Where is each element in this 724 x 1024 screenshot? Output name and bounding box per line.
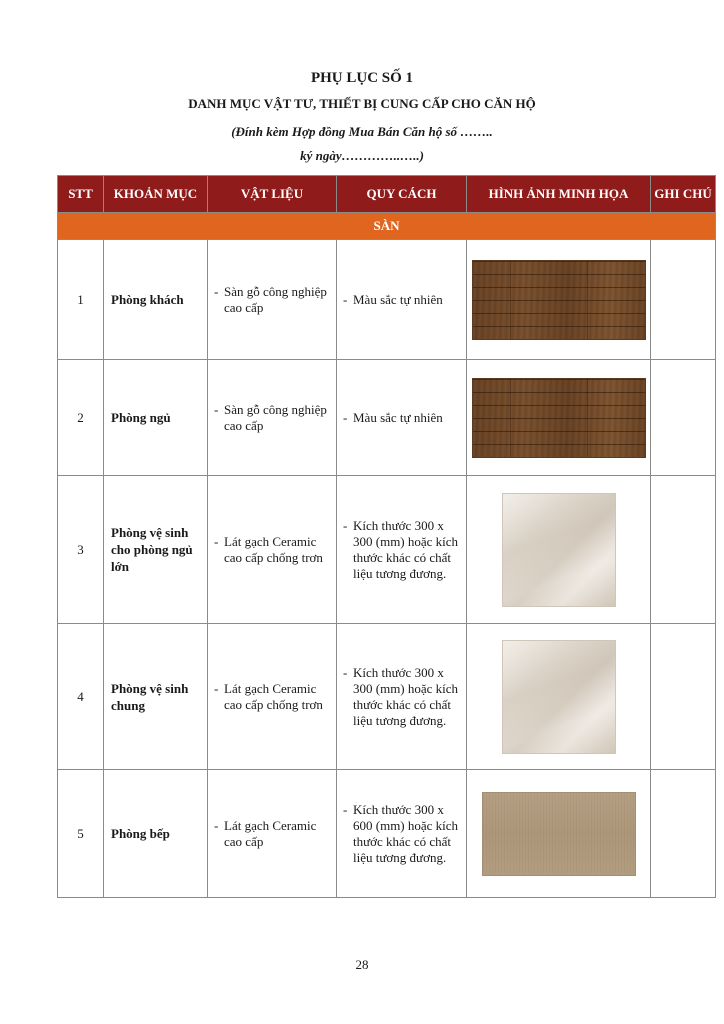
section-label: SÀN	[58, 213, 716, 240]
row-note	[651, 476, 716, 624]
table-row	[58, 360, 716, 476]
subtitle-line-1: (Đính kèm Hợp đồng Mua Bán Căn hộ số ……..	[231, 124, 493, 139]
wood-floor-image	[472, 378, 646, 458]
row-note	[651, 770, 716, 898]
appendix-title: PHỤ LỤC SỐ 1	[310, 70, 414, 86]
spec-text: Màu sắc tự nhiên	[353, 409, 443, 425]
table-row	[58, 770, 716, 898]
document-title: DANH MỤC VẬT TƯ, THIẾT BỊ CUNG CẤP CHO CĂN HỘ	[188, 96, 536, 111]
row-spec: - Kích thước 300 x 600 (mm) hoặc kích thước khác có chất liệu tương đương.	[337, 770, 467, 898]
column-header-spec: QUY CÁCH	[337, 176, 467, 213]
ceramic-tile-image	[502, 640, 616, 754]
row-spec: - Kích thước 300 x 300 (mm) hoặc kích thước khác có chất liệu tương đương.	[337, 476, 467, 624]
row-material: - Lát gạch Ceramic cao cấp	[208, 770, 337, 898]
row-item: Phòng bếp	[104, 770, 208, 898]
subtitle-line-2: ký ngày…………..…..)	[300, 148, 424, 163]
material-text: Sàn gỗ công nghiệp cao cấp	[224, 283, 327, 315]
material-text: Lát gạch Ceramic cao cấp chống trơn	[224, 680, 323, 712]
table-row	[58, 240, 716, 360]
row-stt: 1	[58, 240, 104, 360]
row-material: - Lát gạch Ceramic cao cấp chống trơn	[208, 476, 337, 624]
table-header-row	[58, 176, 716, 213]
row-spec: - Màu sắc tự nhiên	[337, 360, 467, 476]
row-item: Phòng vệ sinh chung	[104, 624, 208, 770]
row-material: - Sàn gỗ công nghiệp cao cấp	[208, 360, 337, 476]
spec-text: Kích thước 300 x 600 (mm) hoặc kích thước khác có chất liệu tương đương.	[353, 801, 459, 865]
row-note	[651, 624, 716, 770]
row-item: Phòng vệ sinh cho phòng ngủ lớn	[104, 476, 208, 624]
material-text: Lát gạch Ceramic cao cấp chống trơn	[224, 533, 323, 565]
column-header-note: GHI CHÚ	[651, 176, 716, 213]
row-stt: 3	[58, 476, 104, 624]
row-item: Phòng khách	[104, 240, 208, 360]
row-image	[467, 770, 651, 898]
ceramic-tile-image	[502, 493, 616, 607]
row-stt: 5	[58, 770, 104, 898]
spec-text: Màu sắc tự nhiên	[353, 291, 443, 307]
row-stt: 4	[58, 624, 104, 770]
column-header-item: KHOẢN MỤC	[104, 176, 208, 213]
spec-text: Kích thước 300 x 300 (mm) hoặc kích thước khác có chất liệu tương đương.	[353, 517, 459, 581]
row-spec: - Kích thước 300 x 300 (mm) hoặc kích thước khác có chất liệu tương đương.	[337, 624, 467, 770]
column-header-material: VẬT LIỆU	[208, 176, 337, 213]
row-note	[651, 240, 716, 360]
section-row	[58, 213, 716, 240]
materials-table	[57, 175, 716, 898]
table-row	[58, 476, 716, 624]
column-header-image: HÌNH ẢNH MINH HỌA	[467, 176, 651, 213]
table-row	[58, 624, 716, 770]
row-spec: - Màu sắc tự nhiên	[337, 240, 467, 360]
ceramic-tile-image	[482, 792, 636, 876]
row-image	[467, 476, 651, 624]
spec-text: Kích thước 300 x 300 (mm) hoặc kích thước khác có chất liệu tương đương.	[353, 664, 459, 728]
row-image	[467, 360, 651, 476]
page-number: 28	[355, 957, 369, 972]
wood-floor-image	[472, 260, 646, 340]
row-image	[467, 624, 651, 770]
row-material: - Lát gạch Ceramic cao cấp chống trơn	[208, 624, 337, 770]
row-material: - Sàn gỗ công nghiệp cao cấp	[208, 240, 337, 360]
material-text: Sàn gỗ công nghiệp cao cấp	[224, 401, 327, 433]
column-header-stt: STT	[58, 176, 104, 213]
row-image	[467, 240, 651, 360]
row-item: Phòng ngủ	[104, 360, 208, 476]
material-text: Lát gạch Ceramic cao cấp	[224, 817, 317, 849]
row-note	[651, 360, 716, 476]
row-stt: 2	[58, 360, 104, 476]
